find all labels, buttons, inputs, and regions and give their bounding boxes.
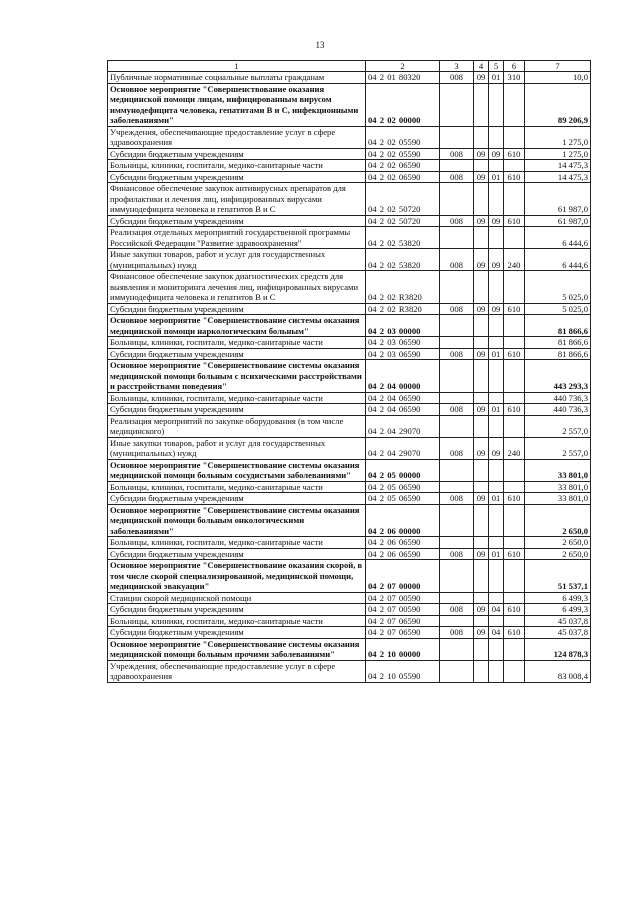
amount-cell: 443 293,3 xyxy=(525,360,591,393)
item-name-cell: Субсидии бюджетным учреждениям xyxy=(108,148,366,160)
expense-type-cell xyxy=(504,160,525,172)
amount-cell: 6 444,6 xyxy=(525,249,591,271)
amount-cell: 81 866,6 xyxy=(525,337,591,349)
department-code-cell xyxy=(440,459,474,481)
target-article-cell: 04 2 04 00000 xyxy=(366,360,440,393)
item-name-cell: Больницы, клиники, госпитали, медико-санитарные части xyxy=(108,537,366,549)
item-name-cell: Основное мероприятие "Совершенствование системы оказания медицинской помощи больным онкологическими заболеваниями" xyxy=(108,504,366,537)
expense-type-cell: 610 xyxy=(504,404,525,416)
column-header-4: 4 xyxy=(474,61,489,72)
item-name-cell: Субсидии бюджетным учреждениям xyxy=(108,604,366,616)
amount-cell: 6 444,6 xyxy=(525,227,591,249)
section-cell xyxy=(474,415,489,437)
expense-type-cell: 610 xyxy=(504,348,525,360)
item-name-cell: Иные закупки товаров, работ и услуг для государственных (муниципальных) нужд xyxy=(108,437,366,459)
subsection-cell: 01 xyxy=(489,493,504,505)
section-cell xyxy=(474,592,489,604)
target-article-cell: 04 2 10 05590 xyxy=(366,660,440,682)
subsection-cell: 09 xyxy=(489,148,504,160)
amount-cell: 81 866,6 xyxy=(525,348,591,360)
expense-type-cell xyxy=(504,337,525,349)
table-row xyxy=(108,215,591,227)
expense-type-cell: 610 xyxy=(504,493,525,505)
subsection-cell xyxy=(489,415,504,437)
table-row xyxy=(108,271,591,304)
table-row xyxy=(108,493,591,505)
subsection-cell: 01 xyxy=(489,348,504,360)
item-name-cell: Основное мероприятие "Совершенствование системы оказания медицинской помощи наркологическим больным" xyxy=(108,315,366,337)
section-cell: 09 xyxy=(474,493,489,505)
section-cell: 09 xyxy=(474,303,489,315)
section-cell xyxy=(474,459,489,481)
target-article-cell: 04 2 10 00000 xyxy=(366,638,440,660)
department-code-cell xyxy=(440,392,474,404)
table-row xyxy=(108,604,591,616)
department-code-cell: 008 xyxy=(440,72,474,84)
section-cell xyxy=(474,83,489,126)
table-row-main-activity xyxy=(108,459,591,481)
target-article-cell: 04 2 06 06590 xyxy=(366,537,440,549)
section-cell xyxy=(474,638,489,660)
subsection-cell xyxy=(489,271,504,304)
table-row xyxy=(108,437,591,459)
table-row xyxy=(108,392,591,404)
section-cell xyxy=(474,504,489,537)
department-code-cell xyxy=(440,592,474,604)
department-code-cell xyxy=(440,481,474,493)
expense-type-cell xyxy=(504,481,525,493)
amount-cell: 6 499,3 xyxy=(525,592,591,604)
section-cell: 09 xyxy=(474,249,489,271)
item-name-cell: Больницы, клиники, госпитали, медико-санитарные части xyxy=(108,481,366,493)
column-header-3: 3 xyxy=(440,61,474,72)
table-row xyxy=(108,171,591,183)
target-article-cell: 04 2 06 06590 xyxy=(366,548,440,560)
amount-cell: 81 866,6 xyxy=(525,315,591,337)
subsection-cell xyxy=(489,592,504,604)
table-row xyxy=(108,249,591,271)
section-cell xyxy=(474,392,489,404)
budget-table xyxy=(107,60,591,683)
table-row xyxy=(108,126,591,148)
item-name-cell: Субсидии бюджетным учреждениям xyxy=(108,171,366,183)
expense-type-cell: 610 xyxy=(504,148,525,160)
expense-type-cell xyxy=(504,392,525,404)
section-cell xyxy=(474,271,489,304)
section-cell xyxy=(474,337,489,349)
expense-type-cell xyxy=(504,560,525,593)
item-name-cell: Больницы, клиники, госпитали, медико-санитарные части xyxy=(108,160,366,172)
target-article-cell: 04 2 03 06590 xyxy=(366,337,440,349)
table-row xyxy=(108,627,591,639)
item-name-cell: Основное мероприятие "Совершенствование системы оказания медицинской помощи больным прочими заболеваниями" xyxy=(108,638,366,660)
expense-type-cell xyxy=(504,271,525,304)
department-code-cell xyxy=(440,660,474,682)
amount-cell: 33 801,0 xyxy=(525,459,591,481)
expense-type-cell: 610 xyxy=(504,604,525,616)
amount-cell: 14 475,3 xyxy=(525,160,591,172)
section-cell xyxy=(474,183,489,216)
item-name-cell: Публичные нормативные социальные выплаты гражданам xyxy=(108,72,366,84)
table-row xyxy=(108,404,591,416)
expense-type-cell: 610 xyxy=(504,627,525,639)
target-article-cell: 04 2 02 53820 xyxy=(366,249,440,271)
item-name-cell: Финансовое обеспечение закупок диагностических средств для выявления и мониторинга лечения лиц, инфицированных вирусами иммунодефицита человека и гепатитов В и С xyxy=(108,271,366,304)
department-code-cell xyxy=(440,126,474,148)
subsection-cell xyxy=(489,638,504,660)
item-name-cell: Больницы, клиники, госпитали, медико-санитарные части xyxy=(108,615,366,627)
item-name-cell: Основное мероприятие "Совершенствование системы оказания медицинской помощи больным с психическими расстройствами и расстройствами поведения" xyxy=(108,360,366,393)
item-name-cell: Субсидии бюджетным учреждениям xyxy=(108,303,366,315)
department-code-cell xyxy=(440,537,474,549)
table-row xyxy=(108,148,591,160)
department-code-cell: 008 xyxy=(440,493,474,505)
amount-cell: 5 025,0 xyxy=(525,303,591,315)
subsection-cell: 01 xyxy=(489,548,504,560)
target-article-cell: 04 2 01 80320 xyxy=(366,72,440,84)
expense-type-cell xyxy=(504,592,525,604)
section-cell xyxy=(474,481,489,493)
item-name-cell: Иные закупки товаров, работ и услуг для государственных (муниципальных) нужд xyxy=(108,249,366,271)
target-article-cell: 04 2 04 29070 xyxy=(366,415,440,437)
expense-type-cell: 610 xyxy=(504,171,525,183)
table-row-main-activity xyxy=(108,560,591,593)
amount-cell: 10,0 xyxy=(525,72,591,84)
amount-cell: 2 557,0 xyxy=(525,437,591,459)
amount-cell: 5 025,0 xyxy=(525,271,591,304)
target-article-cell: 04 2 05 00000 xyxy=(366,459,440,481)
subsection-cell: 04 xyxy=(489,627,504,639)
target-article-cell: 04 2 07 00590 xyxy=(366,604,440,616)
item-name-cell: Станции скорой медицинской помощи xyxy=(108,592,366,604)
target-article-cell: 04 2 02 06590 xyxy=(366,160,440,172)
table-row xyxy=(108,348,591,360)
target-article-cell: 04 2 05 06590 xyxy=(366,493,440,505)
target-article-cell: 04 2 02 R3820 xyxy=(366,303,440,315)
section-cell xyxy=(474,126,489,148)
subsection-cell xyxy=(489,315,504,337)
section-cell: 09 xyxy=(474,148,489,160)
subsection-cell xyxy=(489,360,504,393)
expense-type-cell: 610 xyxy=(504,215,525,227)
table-row xyxy=(108,592,591,604)
target-article-cell: 04 2 07 00590 xyxy=(366,592,440,604)
target-article-cell: 04 2 04 06590 xyxy=(366,392,440,404)
subsection-cell xyxy=(489,537,504,549)
table-row xyxy=(108,415,591,437)
amount-cell: 33 801,0 xyxy=(525,481,591,493)
target-article-cell: 04 2 02 50720 xyxy=(366,215,440,227)
amount-cell: 2 650,0 xyxy=(525,537,591,549)
target-article-cell: 04 2 02 06590 xyxy=(366,171,440,183)
department-code-cell xyxy=(440,615,474,627)
section-cell: 09 xyxy=(474,604,489,616)
amount-cell: 2 650,0 xyxy=(525,504,591,537)
table-row xyxy=(108,160,591,172)
item-name-cell: Субсидии бюджетным учреждениям xyxy=(108,404,366,416)
section-cell: 09 xyxy=(474,215,489,227)
department-code-cell: 008 xyxy=(440,348,474,360)
department-code-cell xyxy=(440,271,474,304)
target-article-cell: 04 2 04 29070 xyxy=(366,437,440,459)
section-cell xyxy=(474,537,489,549)
item-name-cell: Субсидии бюджетным учреждениям xyxy=(108,215,366,227)
department-code-cell xyxy=(440,415,474,437)
department-code-cell: 008 xyxy=(440,215,474,227)
subsection-cell: 04 xyxy=(489,604,504,616)
department-code-cell xyxy=(440,337,474,349)
amount-cell: 51 537,1 xyxy=(525,560,591,593)
target-article-cell: 04 2 07 06590 xyxy=(366,627,440,639)
expense-type-cell xyxy=(504,660,525,682)
department-code-cell xyxy=(440,504,474,537)
expense-type-cell xyxy=(504,504,525,537)
subsection-cell: 01 xyxy=(489,72,504,84)
table-body xyxy=(108,72,591,683)
target-article-cell: 04 2 04 06590 xyxy=(366,404,440,416)
department-code-cell xyxy=(440,315,474,337)
table-row xyxy=(108,548,591,560)
table-row-main-activity xyxy=(108,83,591,126)
section-cell xyxy=(474,660,489,682)
amount-cell: 45 037,8 xyxy=(525,615,591,627)
subsection-cell xyxy=(489,83,504,126)
expense-type-cell xyxy=(504,459,525,481)
target-article-cell: 04 2 07 00000 xyxy=(366,560,440,593)
subsection-cell xyxy=(489,337,504,349)
item-name-cell: Основное мероприятие "Совершенствование оказания скорой, в том числе скорой специализированной, медицинской помощи, медицинской эвакуации" xyxy=(108,560,366,593)
target-article-cell: 04 2 02 05590 xyxy=(366,148,440,160)
item-name-cell: Реализация отдельных мероприятий государственной программы Российской Федерации "Развитие здравоохранения" xyxy=(108,227,366,249)
section-cell xyxy=(474,227,489,249)
column-header-1: 1 xyxy=(108,61,366,72)
item-name-cell: Субсидии бюджетным учреждениям xyxy=(108,627,366,639)
amount-cell: 61 987,0 xyxy=(525,183,591,216)
expense-type-cell xyxy=(504,227,525,249)
page-number: 13 xyxy=(315,40,325,50)
amount-cell: 1 275,0 xyxy=(525,126,591,148)
amount-cell: 6 499,3 xyxy=(525,604,591,616)
target-article-cell: 04 2 03 00000 xyxy=(366,315,440,337)
expense-type-cell xyxy=(504,126,525,148)
table-row-main-activity xyxy=(108,638,591,660)
expense-type-cell: 240 xyxy=(504,437,525,459)
amount-cell: 124 878,3 xyxy=(525,638,591,660)
subsection-cell xyxy=(489,615,504,627)
expense-type-cell xyxy=(504,415,525,437)
target-article-cell: 04 2 02 R3820 xyxy=(366,271,440,304)
department-code-cell: 008 xyxy=(440,604,474,616)
subsection-cell xyxy=(489,504,504,537)
subsection-cell xyxy=(489,481,504,493)
item-name-cell: Финансовое обеспечение закупок антивирусных препаратов для профилактики и лечения лиц, инфицированных вирусами иммунодефицита человека и гепатитов В и С xyxy=(108,183,366,216)
column-header-7: 7 xyxy=(525,61,591,72)
expense-type-cell: 610 xyxy=(504,303,525,315)
table-row-main-activity xyxy=(108,315,591,337)
section-cell: 09 xyxy=(474,348,489,360)
table-row xyxy=(108,537,591,549)
item-name-cell: Учреждения, обеспечивающие предоставление услуг в сфере здравоохранения xyxy=(108,126,366,148)
target-article-cell: 04 2 02 05590 xyxy=(366,126,440,148)
department-code-cell: 008 xyxy=(440,548,474,560)
department-code-cell xyxy=(440,560,474,593)
subsection-cell xyxy=(489,560,504,593)
subsection-cell: 01 xyxy=(489,171,504,183)
item-name-cell: Учреждения, обеспечивающие предоставление услуг в сфере здравоохранения xyxy=(108,660,366,682)
subsection-cell xyxy=(489,392,504,404)
column-number-row xyxy=(108,61,591,72)
department-code-cell xyxy=(440,227,474,249)
subsection-cell: 01 xyxy=(489,404,504,416)
item-name-cell: Больницы, клиники, госпитали, медико-санитарные части xyxy=(108,337,366,349)
subsection-cell: 09 xyxy=(489,249,504,271)
table-row xyxy=(108,615,591,627)
amount-cell: 2 557,0 xyxy=(525,415,591,437)
subsection-cell xyxy=(489,160,504,172)
target-article-cell: 04 2 02 00000 xyxy=(366,83,440,126)
section-cell xyxy=(474,315,489,337)
item-name-cell: Больницы, клиники, госпитали, медико-санитарные части xyxy=(108,392,366,404)
subsection-cell: 09 xyxy=(489,303,504,315)
target-article-cell: 04 2 06 00000 xyxy=(366,504,440,537)
section-cell xyxy=(474,160,489,172)
table-row xyxy=(108,337,591,349)
target-article-cell: 04 2 07 06590 xyxy=(366,615,440,627)
item-name-cell: Основное мероприятие "Совершенствование оказания медицинской помощи лицам, инфицированным вирусом иммунодефицита человека, гепатитами В и С, инфекционными заболеваниями" xyxy=(108,83,366,126)
subsection-cell: 09 xyxy=(489,215,504,227)
subsection-cell xyxy=(489,227,504,249)
department-code-cell xyxy=(440,160,474,172)
department-code-cell: 008 xyxy=(440,249,474,271)
section-cell: 09 xyxy=(474,72,489,84)
subsection-cell: 09 xyxy=(489,437,504,459)
department-code-cell xyxy=(440,360,474,393)
expense-type-cell xyxy=(504,83,525,126)
department-code-cell xyxy=(440,83,474,126)
expense-type-cell xyxy=(504,537,525,549)
table-row xyxy=(108,481,591,493)
table-row xyxy=(108,183,591,216)
section-cell: 09 xyxy=(474,171,489,183)
target-article-cell: 04 2 02 53820 xyxy=(366,227,440,249)
target-article-cell: 04 2 02 50720 xyxy=(366,183,440,216)
section-cell: 09 xyxy=(474,627,489,639)
item-name-cell: Основное мероприятие "Совершенствование системы оказания медицинской помощи больным сосудистыми заболеваниями" xyxy=(108,459,366,481)
department-code-cell: 008 xyxy=(440,148,474,160)
expense-type-cell xyxy=(504,615,525,627)
item-name-cell: Субсидии бюджетным учреждениям xyxy=(108,493,366,505)
section-cell xyxy=(474,615,489,627)
expense-type-cell xyxy=(504,183,525,216)
target-article-cell: 04 2 03 06590 xyxy=(366,348,440,360)
amount-cell: 89 206,9 xyxy=(525,83,591,126)
amount-cell: 45 037,8 xyxy=(525,627,591,639)
subsection-cell xyxy=(489,660,504,682)
expense-type-cell xyxy=(504,638,525,660)
column-header-5: 5 xyxy=(489,61,504,72)
expense-type-cell: 310 xyxy=(504,72,525,84)
amount-cell: 440 736,3 xyxy=(525,392,591,404)
table-row-main-activity xyxy=(108,504,591,537)
department-code-cell: 008 xyxy=(440,303,474,315)
expense-type-cell xyxy=(504,315,525,337)
item-name-cell: Реализация мероприятий по закупке оборудования (в том числе медицинского) xyxy=(108,415,366,437)
amount-cell: 2 650,0 xyxy=(525,548,591,560)
expense-type-cell: 240 xyxy=(504,249,525,271)
amount-cell: 1 275,0 xyxy=(525,148,591,160)
expense-type-cell: 610 xyxy=(504,548,525,560)
department-code-cell: 008 xyxy=(440,627,474,639)
department-code-cell: 008 xyxy=(440,437,474,459)
table-row-main-activity xyxy=(108,360,591,393)
table-row xyxy=(108,72,591,84)
item-name-cell: Субсидии бюджетным учреждениям xyxy=(108,348,366,360)
table-row xyxy=(108,660,591,682)
target-article-cell: 04 2 05 06590 xyxy=(366,481,440,493)
subsection-cell xyxy=(489,126,504,148)
amount-cell: 440 736,3 xyxy=(525,404,591,416)
table-row xyxy=(108,303,591,315)
section-cell: 09 xyxy=(474,548,489,560)
section-cell: 09 xyxy=(474,437,489,459)
section-cell: 09 xyxy=(474,404,489,416)
section-cell xyxy=(474,360,489,393)
department-code-cell xyxy=(440,183,474,216)
column-header-2: 2 xyxy=(366,61,440,72)
amount-cell: 83 008,4 xyxy=(525,660,591,682)
department-code-cell xyxy=(440,638,474,660)
department-code-cell: 008 xyxy=(440,171,474,183)
column-header-6: 6 xyxy=(504,61,525,72)
table-row xyxy=(108,227,591,249)
item-name-cell: Субсидии бюджетным учреждениям xyxy=(108,548,366,560)
subsection-cell xyxy=(489,459,504,481)
amount-cell: 14 475,3 xyxy=(525,171,591,183)
amount-cell: 33 801,0 xyxy=(525,493,591,505)
section-cell xyxy=(474,560,489,593)
department-code-cell: 008 xyxy=(440,404,474,416)
subsection-cell xyxy=(489,183,504,216)
expense-type-cell xyxy=(504,360,525,393)
amount-cell: 61 987,0 xyxy=(525,215,591,227)
